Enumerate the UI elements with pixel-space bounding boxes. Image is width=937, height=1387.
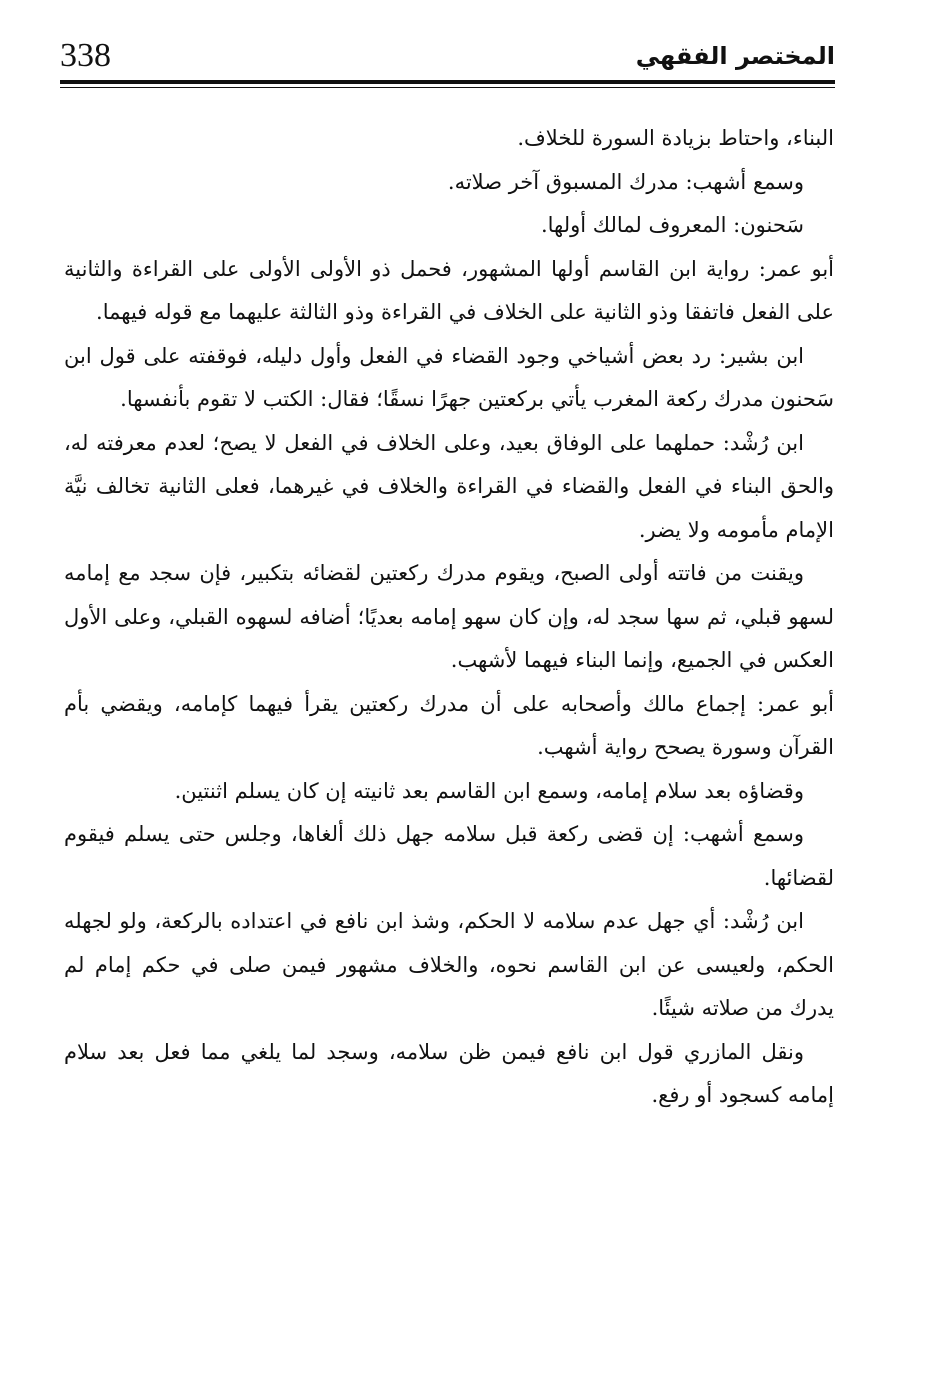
paragraph: ونقل المازري قول ابن نافع فيمن ظن سلامه، وسجد لما يلغي مما فعل بعد سلام إمامه كسجود أو رفع.: [64, 1039, 834, 1107]
paragraph: أبو عمر: رواية ابن القاسم أولها المشهور، فحمل ذو الأولى الأولى على القراءة والثانية على الفعل فاتفقا وذو الثانية على الخلاف في القراءة وذو الثالثة عليهما مع قوله فيهما.: [64, 256, 834, 324]
paragraph: وسمع أشهب: إن قضى ركعة قبل سلامه جهل ذلك ألغاها، وجلس حتى يسلم فيقوم لقضائها.: [64, 822, 834, 890]
paragraph: ابن رُشْد: حملهما على الوفاق بعيد، وعلى الخلاف في الفعل لا يصح؛ لعدم معرفته له، والحق البناء في الفعل والقضاء في القراءة والخلاف في غيرهما، فعلى الثانية تخالف نيَّة الإمام مأمومه ولا يضر.: [64, 430, 834, 542]
paragraph: ابن رُشْد: أي جهل عدم سلامه لا الحكم، وشذ ابن نافع في اعتداده بالركعة، ولو لجهله الحكم، ولعيسى عن ابن القاسم نحوه، والخلاف مشهور فيمن صلى في حكم إمام لم يدرك من صلاته شيئًا.: [64, 909, 834, 1020]
page-header: [60, 34, 835, 80]
page-body: [64, 117, 834, 1118]
paragraph: أبو عمر: إجماع مالك وأصحابه على أن مدرك ركعتين يقرأ فيهما كإمامه، ويقضي بأم القرآن وسورة يصحح رواية أشهب.: [64, 691, 834, 759]
paragraph: ويقنت من فاتته أولى الصبح، ويقوم مدرك ركعتين لقضائه بتكبير، فإن سجد مع إمامه لسهو قبلي، ثم سها سجد له، وإن كان سهو إمامه بعديًا؛ أضافه لسهوه القبلي، وعلى الأول العكس في الجميع، وإنما البناء فيهما لأشهب.: [64, 561, 834, 672]
paragraph: البناء، واحتاط بزيادة السورة للخلاف.: [517, 126, 834, 150]
paragraph: ابن بشير: رد بعض أشياخي وجود القضاء في الفعل وأول دليله، فوقفته على قول ابن سَحنون مدرك ركعة المغرب يأتي بركعتين جهرًا نسقًا؛ فقال: الكتب لا تقوم بأنفسها.: [64, 343, 834, 411]
paragraph: وسمع أشهب: مدرك المسبوق آخر صلاته.: [447, 169, 804, 194]
page-number: 338: [60, 37, 111, 74]
header-rule-thin: [60, 87, 835, 88]
paragraph: وقضاؤه بعد سلام إمامه، وسمع ابن القاسم بعد ثانيته إن كان يسلم اثنتين.: [174, 778, 804, 803]
running-title: المختصر الفقهي: [635, 42, 835, 70]
header-rule-thick: [60, 80, 835, 84]
paragraph: سَحنون: المعروف لمالك أولها.: [540, 213, 804, 237]
